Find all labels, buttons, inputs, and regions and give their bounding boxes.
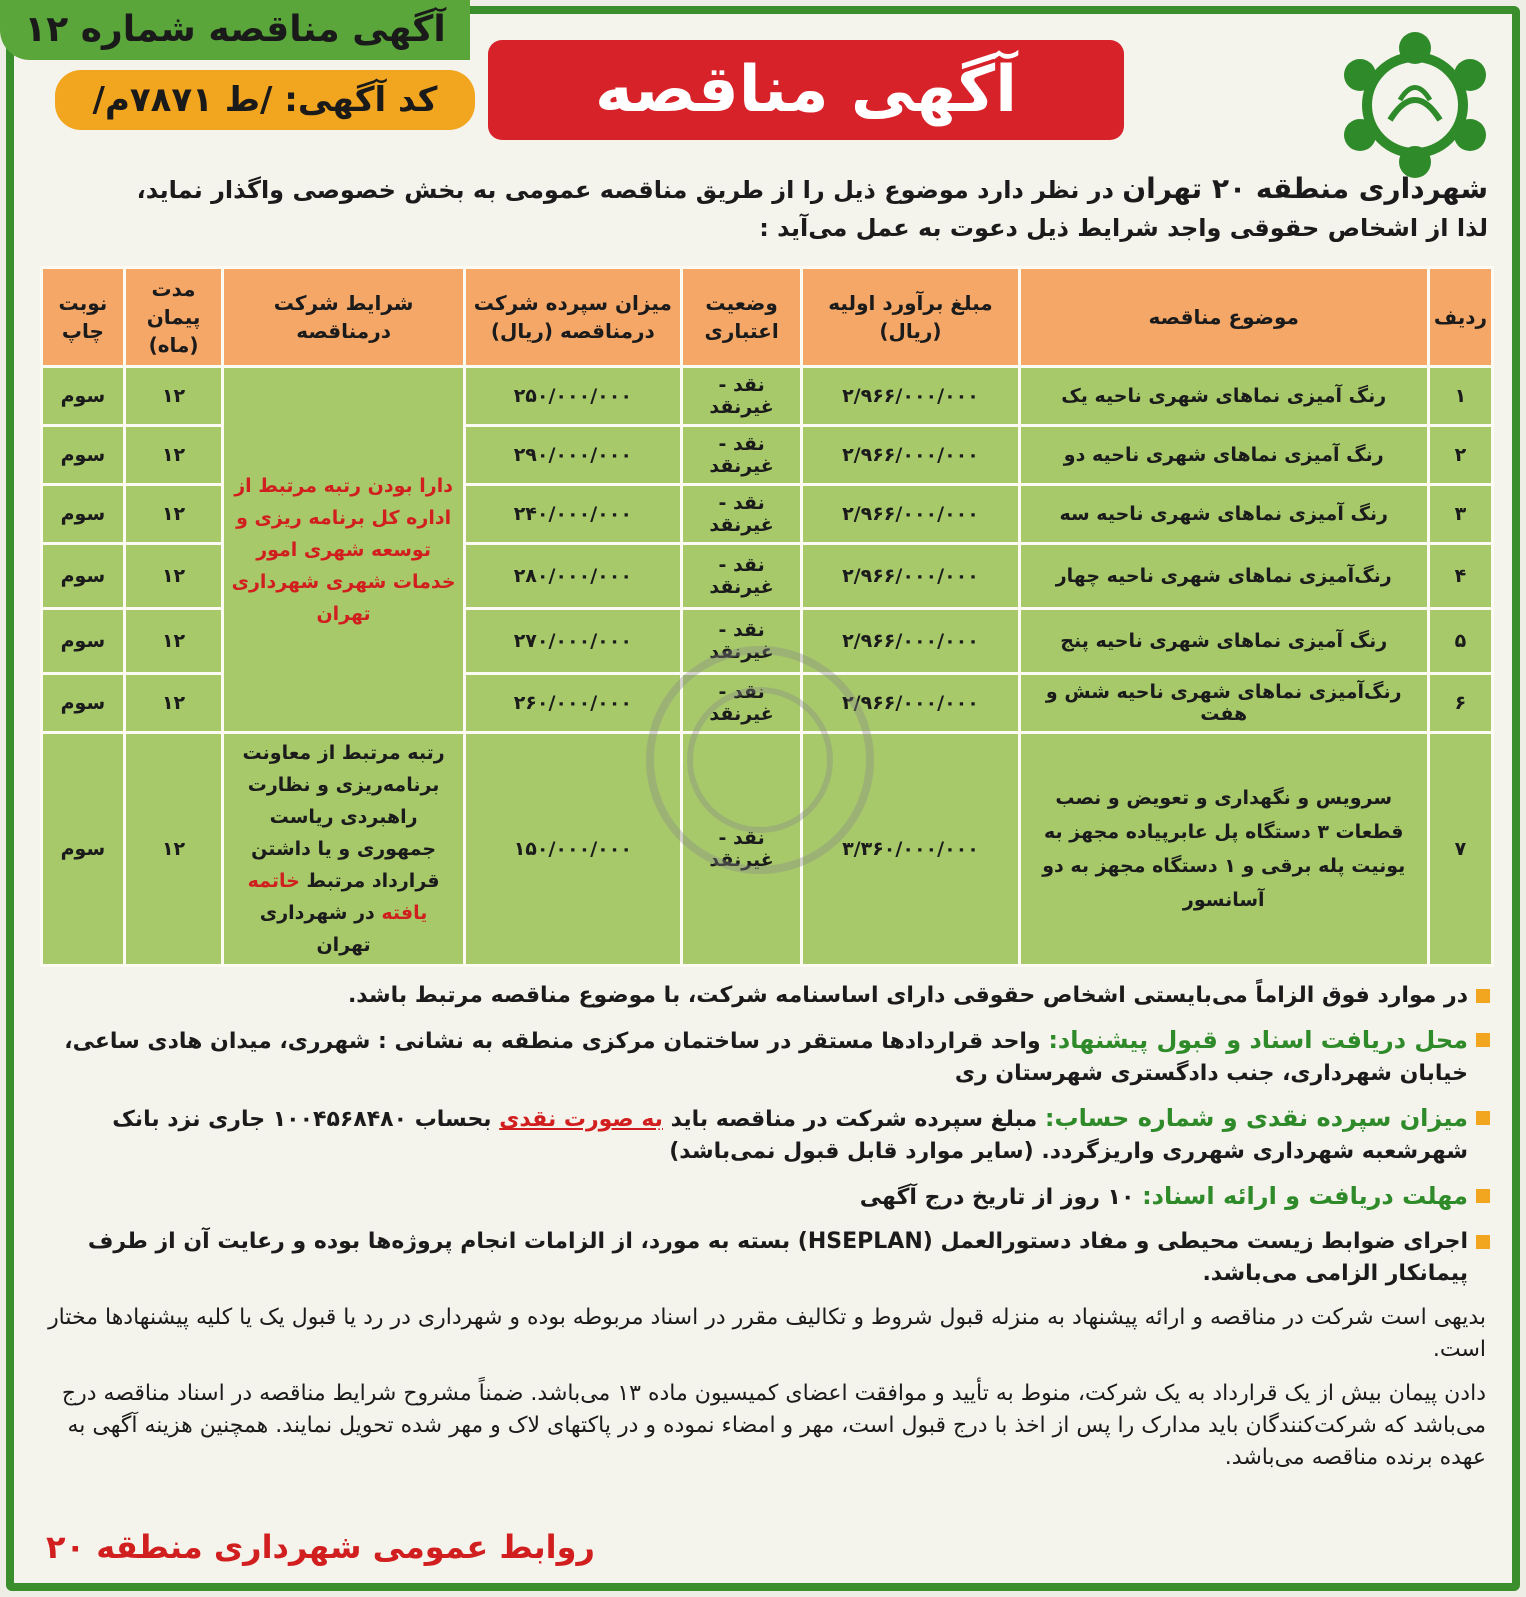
table-row <box>43 368 1491 424</box>
intro-text <box>28 170 1488 247</box>
conditions-group-2 <box>224 734 463 964</box>
row-subject: رنگ‌آمیزی نماهای شهری ناحیه شش و هفت <box>1021 675 1427 731</box>
row-deposit: ۲۵۰/۰۰۰/۰۰۰ <box>466 368 680 424</box>
row-deposit: ۲۷۰/۰۰۰/۰۰۰ <box>466 610 680 672</box>
note-4 <box>40 1180 1490 1214</box>
col-credit: وضعیت اعتباری <box>683 269 801 365</box>
note-1: در موارد فوق الزاماً می‌بایستی اشخاص حقوقی دارای اساسنامه شرکت، با موضوع مناقصه مرتبط باشد. <box>40 980 1490 1012</box>
org-name: شهرداری منطقه ۲۰ تهران <box>1122 172 1488 205</box>
row-deposit: ۲۴۰/۰۰۰/۰۰۰ <box>466 486 680 542</box>
note-2 <box>40 1024 1490 1090</box>
row-credit: نقد - غیرنقد <box>683 368 801 424</box>
col-deposit: میزان سپرده شرکت درمناقصه (ریال) <box>466 269 680 365</box>
municipality-logo-icon <box>1330 30 1500 180</box>
row-no: ۲ <box>1430 427 1491 483</box>
row-deposit: ۱۵۰/۰۰۰/۰۰۰ <box>466 734 680 964</box>
row-print: سوم <box>43 610 123 672</box>
note-3-body-b: بحساب ۱۰۰۴۵۶۸۴۸۰ جاری نزد بانک شهرشعبه شهرداری شهرری واریزگردد. (سایر موارد قابل قبول نمی‌باشد) <box>112 1107 1468 1164</box>
row-deposit: ۲۶۰/۰۰۰/۰۰۰ <box>466 675 680 731</box>
row-deposit: ۲۸۰/۰۰۰/۰۰۰ <box>466 545 680 607</box>
row-no: ۵ <box>1430 610 1491 672</box>
conditions-group-2-red: خاتمه یافته <box>247 870 428 924</box>
intro-line-2: لذا از اشخاص حقوقی واجد شرایط ذیل دعوت به عمل می‌آید : <box>759 214 1488 242</box>
note-3 <box>40 1102 1490 1168</box>
row-estimate: ۳/۳۶۰/۰۰۰/۰۰۰ <box>803 734 1017 964</box>
row-duration: ۱۲ <box>126 545 222 607</box>
conditions-group-1: دارا بودن رتبه مرتبط از اداره کل برنامه ریزی و توسعه شهری امور خدمات شهری شهرداری تهران <box>224 368 463 731</box>
row-estimate: ۲/۹۶۶/۰۰۰/۰۰۰ <box>803 545 1017 607</box>
row-subject: رنگ آمیزی نماهای شهری ناحیه دو <box>1021 427 1427 483</box>
note-2-body: واحد قراردادها مستقر در ساختمان مرکزی منطقه به نشانی : شهرری، میدان هادی ساعی، خیابان شهرداری، جنب دادگستری شهرستان ری <box>64 1029 1468 1086</box>
ad-number: آگهی مناقصه شماره ۱۲ <box>0 0 470 60</box>
row-print: سوم <box>43 734 123 964</box>
row-duration: ۱۲ <box>126 368 222 424</box>
row-estimate: ۲/۹۶۶/۰۰۰/۰۰۰ <box>803 675 1017 731</box>
row-subject: سرویس و نگهداری و تعویض و نصب قطعات ۳ دستگاه پل عابرپیاده مجهز به یونیت پله برقی و ۱ دستگاه مجهز به دو آسانسور <box>1021 734 1427 964</box>
row-credit: نقد - غیرنقد <box>683 486 801 542</box>
row-duration: ۱۲ <box>126 734 222 964</box>
row-subject: رنگ‌آمیزی نماهای شهری ناحیه چهار <box>1021 545 1427 607</box>
note-3-head: میزان سپرده نقدی و شماره حساب: <box>1044 1104 1468 1132</box>
row-no: ۷ <box>1430 734 1491 964</box>
row-no: ۶ <box>1430 675 1491 731</box>
col-duration: مدت پیمان (ماه) <box>126 269 222 365</box>
row-credit: نقد - غیرنقد <box>683 427 801 483</box>
col-print: نوبت چاپ <box>43 269 123 365</box>
note-5: اجرای ضوابط زیست محیطی و مفاد دستورالعمل (HSEPLAN) بسته به مورد، از الزامات انجام پروژه‌ها بوده و رعایت آن از طرف پیمانکار الزامی می‌باشد. <box>40 1226 1490 1290</box>
note-4-body: ۱۰ روز از تاریخ درج آگهی <box>859 1185 1143 1210</box>
col-row: ردیف <box>1430 269 1491 365</box>
row-estimate: ۲/۹۶۶/۰۰۰/۰۰۰ <box>803 486 1017 542</box>
note-3-red: به صورت نقدی <box>499 1107 663 1132</box>
table-header-row <box>43 269 1491 365</box>
row-no: ۳ <box>1430 486 1491 542</box>
col-estimate: مبلغ برآورد اولیه (ریال) <box>803 269 1017 365</box>
row-duration: ۱۲ <box>126 675 222 731</box>
paragraph-1: بدیهی است شرکت در مناقصه و ارائه پیشنهاد به منزله قبول شروط و تکالیف مقرر در اسناد مربوطه بوده و شهرداری در رد یا قبول یک یا کلیه پیشنهادها مختار است. <box>48 1305 1486 1362</box>
row-print: سوم <box>43 427 123 483</box>
footer-signature: روابط عمومی شهرداری منطقه ۲۰ <box>46 1528 595 1566</box>
row-print: سوم <box>43 368 123 424</box>
note-3-body-a: مبلغ سپرده شرکت در مناقصه باید <box>662 1107 1045 1132</box>
row-subject: رنگ آمیزی نماهای شهری ناحیه یک <box>1021 368 1427 424</box>
note-2-head: محل دریافت اسناد و قبول پیشنهاد: <box>1048 1026 1468 1054</box>
row-deposit: ۲۹۰/۰۰۰/۰۰۰ <box>466 427 680 483</box>
ad-code: کد آگهی: /ط ۷۸۷۱م/ <box>55 70 475 130</box>
note-4-head: مهلت دریافت و ارائه اسناد: <box>1142 1182 1468 1210</box>
row-no: ۱ <box>1430 368 1491 424</box>
ad-title: آگهی مناقصه <box>488 40 1124 140</box>
tender-table <box>40 266 1494 967</box>
row-credit: نقد - غیرنقد <box>683 610 801 672</box>
row-no: ۴ <box>1430 545 1491 607</box>
row-estimate: ۲/۹۶۶/۰۰۰/۰۰۰ <box>803 427 1017 483</box>
row-subject: رنگ آمیزی نماهای شهری ناحیه سه <box>1021 486 1427 542</box>
row-credit: نقد - غیرنقد <box>683 675 801 731</box>
col-conditions: شرایط شرکت درمناقصه <box>224 269 463 365</box>
paragraph-2: دادن پیمان بیش از یک قرارداد به یک شرکت، منوط به تأیید و موافقت اعضای کمیسیون ماده ۱۳ می‌باشد. ضمناً مشروح شرایط مناقصه در اسناد مناقصه درج می‌باشد که شرکت‌کنندگان باید مدارک را پس از اخذ با درج قبول است، مهر و امضاء نموده و در پاکتهای لاک و مهر شده تحویل نمایند. همچنین هزینه آگهی به عهده برنده مناقصه می‌باشد. <box>61 1381 1486 1470</box>
notes-section <box>40 980 1490 1486</box>
row-duration: ۱۲ <box>126 486 222 542</box>
row-estimate: ۲/۹۶۶/۰۰۰/۰۰۰ <box>803 610 1017 672</box>
table-row <box>43 734 1491 964</box>
conditions-group-2-b: در شهرداری تهران <box>259 902 382 956</box>
row-credit: نقد - غیرنقد <box>683 545 801 607</box>
row-print: سوم <box>43 486 123 542</box>
row-print: سوم <box>43 675 123 731</box>
row-print: سوم <box>43 545 123 607</box>
row-duration: ۱۲ <box>126 610 222 672</box>
col-subject: موضوع مناقصه <box>1021 269 1427 365</box>
row-duration: ۱۲ <box>126 427 222 483</box>
row-estimate: ۲/۹۶۶/۰۰۰/۰۰۰ <box>803 368 1017 424</box>
conditions-group-2-a: رتبه مرتبط از معاونت برنامه‌ریزی و نظارت راهبردی ریاست جمهوری و یا داشتن قرارداد مرتبط <box>242 742 445 892</box>
intro-line-1: در نظر دارد موضوع ذیل را از طریق مناقصه عمومی به بخش خصوصی واگذار نماید، <box>136 176 1123 204</box>
row-credit: نقد - غیرنقد <box>683 734 801 964</box>
row-subject: رنگ آمیزی نماهای شهری ناحیه پنج <box>1021 610 1427 672</box>
